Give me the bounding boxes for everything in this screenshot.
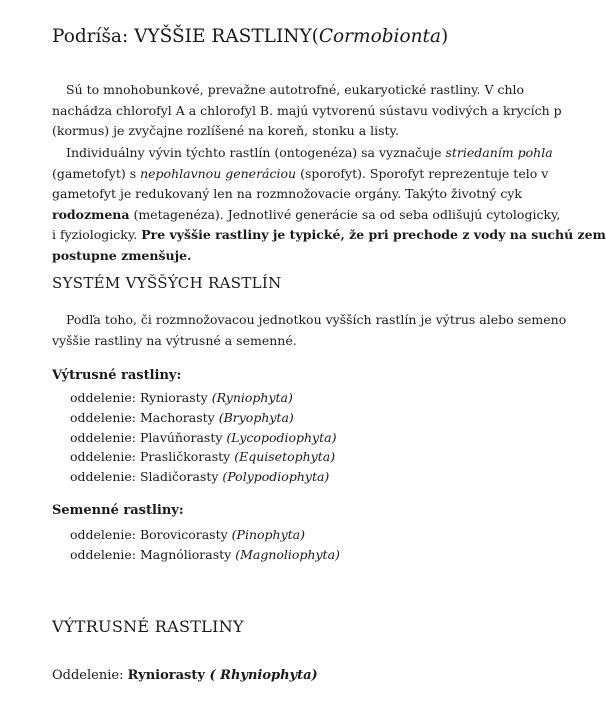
semenne-list (70, 525, 340, 565)
item-latin: (Polypodiophyta) (222, 469, 330, 485)
title-text: Podríša: VYŠŠIE RASTLINY( (52, 26, 319, 47)
bold-span: rodozmena (52, 206, 130, 222)
text-line: vyššie rastliny na výtrusné a semenné. (52, 332, 297, 348)
text-span: (metagenéza). Jednotlivé generácie sa od seba odlišujú cytologicky, (129, 206, 561, 222)
intro-paragraph-2 (52, 143, 606, 266)
title-latin: Cormobionta (318, 26, 441, 47)
italic-span: striedaním pohla (445, 145, 553, 160)
text-line: postupne zmenšuje. (52, 247, 192, 263)
item-label: oddelenie: Magnóliorasty (70, 546, 236, 562)
list-item (70, 428, 336, 448)
list-item (70, 467, 336, 487)
list-item (70, 545, 340, 565)
text-span: (gametofyt) s (52, 165, 141, 181)
item-label: oddelenie: Prasličkorasty (70, 449, 235, 465)
page-title (52, 26, 448, 47)
oddelenie-line (52, 668, 318, 683)
text-span: (sporofyt). Sporofyt reprezentuje telo v (296, 165, 549, 181)
text-line: gametofyt je redukovaný len na rozmnožovacie orgány. Takýto životný cyk (52, 186, 522, 201)
text-line (52, 164, 572, 185)
item-latin: (Lycopodiophyta) (226, 429, 337, 445)
section-heading-vytrusne: VÝTRUSNÉ RASTLINY (52, 617, 244, 636)
text-line: nachádza chlorofyl A a chlorofyl B. majú vytvorenú sústavu vodivých a krycích p (52, 102, 562, 118)
item-latin: (Magnoliophyta) (235, 546, 340, 562)
item-latin: (Ryniophyta) (211, 390, 293, 405)
text-span: Individuálny vývin týchto rastlín (ontogenéza) sa vyznačuje (66, 145, 446, 160)
oddelenie-name: Ryniorasty (127, 668, 205, 683)
text-line: Podľa toho, či rozmnožovacou jednotkou vyšších rastlín je výtrus alebo semeno (66, 312, 567, 327)
vytrusne-heading: Výtrusné rastliny: (52, 368, 182, 383)
vytrusne-list (70, 388, 336, 487)
oddelenie-prefix: Oddelenie: (52, 668, 128, 683)
italic-span: nepohlavnou generáciou (140, 165, 297, 181)
text-line (52, 225, 606, 246)
title-close: ) (440, 26, 449, 47)
item-label: oddelenie: Ryniorasty (70, 390, 212, 405)
section-heading-system: SYSTÉM VYŠŠÝCH RASTLÍN (52, 274, 282, 292)
text-line: Sú to mnohobunkové, prevažne autotrofné, eukaryotické rastliny. V chlo (66, 82, 525, 97)
list-item (70, 388, 336, 408)
item-label: oddelenie: Machorasty (70, 409, 219, 425)
text-line: (kormus) je zvyčajne rozlíšené na koreň, stonku a listy. (52, 123, 399, 138)
text-line (52, 143, 572, 164)
intro-paragraph-1 (52, 80, 572, 142)
item-latin: (Pinophyta) (231, 527, 305, 542)
item-latin: (Bryophyta) (218, 409, 294, 425)
oddelenie-latin: ( Rhyniophyta) (204, 668, 318, 683)
item-label: oddelenie: Sladičorasty (70, 469, 223, 485)
text-line (52, 205, 572, 226)
system-paragraph (52, 310, 572, 351)
list-item (70, 447, 336, 467)
list-item (70, 408, 336, 428)
text-span: i fyziologicky. (52, 227, 142, 242)
item-latin: (Equisetophyta) (234, 449, 336, 465)
item-label: oddelenie: Borovicorasty (70, 527, 232, 542)
bold-span: Pre vyššie rastliny je typické, že pri prechode z vody na suchú zem (141, 227, 606, 242)
item-label: oddelenie: Plavúňorasty (70, 429, 227, 445)
list-item (70, 525, 340, 545)
semenne-heading: Semenné rastliny: (52, 503, 184, 518)
